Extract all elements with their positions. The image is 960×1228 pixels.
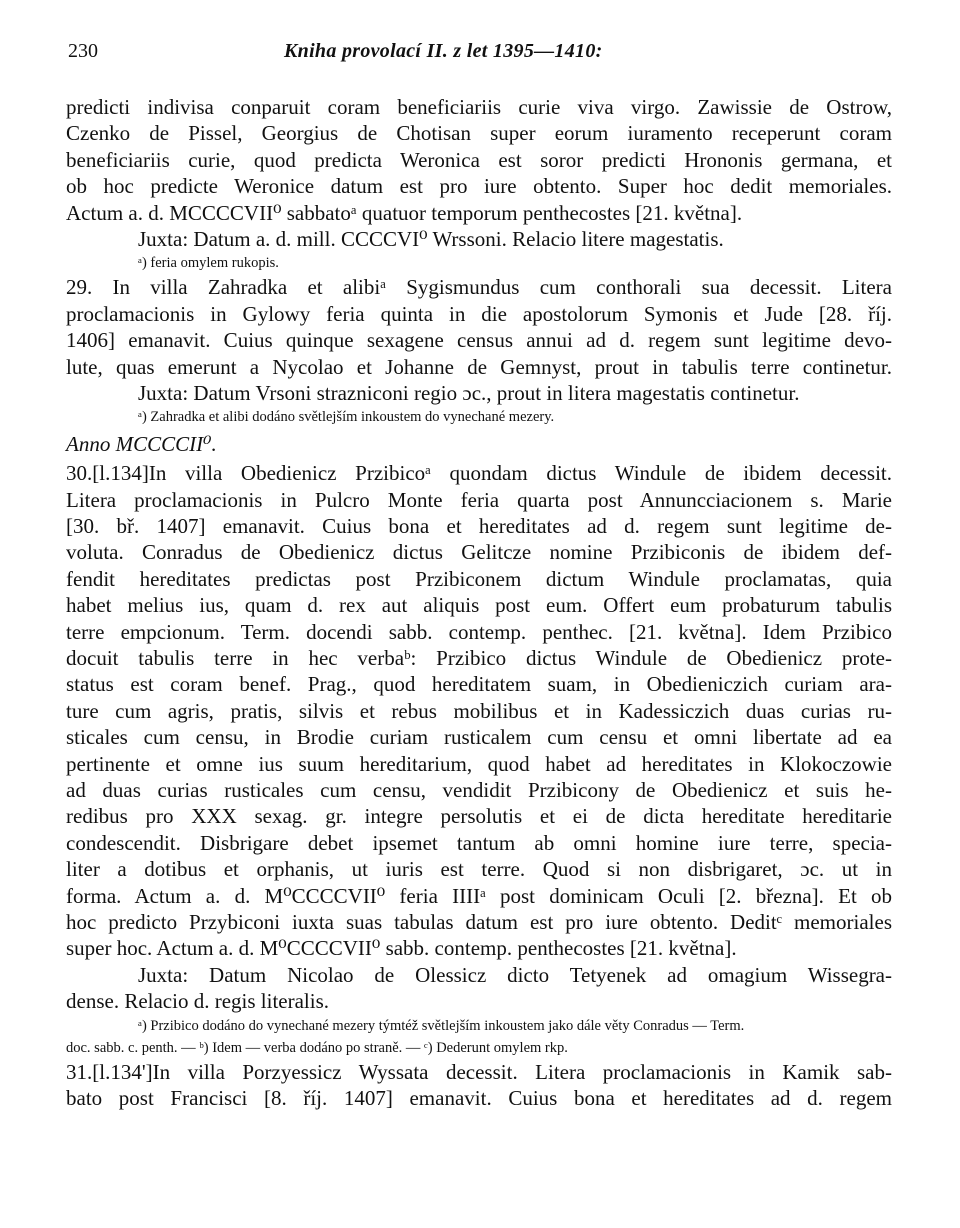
text-line: ture cum agris, pratis, silvis et rebus mobilibus et in Kadessiczich duas curias ru- — [66, 698, 892, 723]
footnote: doc. sabb. c. penth. — ᵇ) Idem — verba dodáno po straně. — ᶜ) Dederunt omylem rkp. — [66, 1039, 568, 1056]
text-line: Litera proclamacionis in Pulcro Monte feria quarta post Annuncciacionem s. Marie — [66, 487, 892, 512]
text-line: forma. Actum a. d. M⁰CCCCVII⁰ feria IIIIᵃ post dominicam Oculi [2. března]. Et ob — [66, 883, 892, 908]
text-line: hoc predicto Przybiconi iuxta suas tabulas datum est pro iure obtento. Deditᶜ memoriales — [66, 909, 892, 934]
text-line: status est coram benef. Prag., quod hereditatem suam, in Obedieniczich curiam ara- — [66, 672, 892, 697]
juxta-line: Juxta: Datum a. d. mill. CCCCVI⁰ Wrssoni. Relacio litere magestatis. — [138, 226, 724, 251]
entry-31-start: 31.[l.134']In villa Porzyessicz Wyssata decessit. Litera proclamacionis in Kamik sab- — [66, 1059, 892, 1084]
text-line: beneficiariis curie, quod predicta Weronica est soror predicti Hrononis germana, et — [66, 147, 892, 172]
entry-30-start: 30.[l.134]In villa Obedienicz Przibicoᵃ quondam dictus Windule de ibidem decessit. — [66, 461, 892, 486]
document-body — [66, 94, 892, 1111]
footnote: ᵃ) feria omylem rukopis. — [138, 255, 279, 272]
juxta-line: Juxta: Datum Nicolao de Olessicz dicto Tetyenek ad omagium Wissegra- — [138, 962, 892, 987]
text-line: redibus pro XXX sexag. gr. integre persolutis et ei de dicta hereditate hereditarie — [66, 804, 892, 829]
text-line: fendit hereditates predictas post Przibiconem dictum Windule proclamatas, quia — [66, 566, 892, 591]
text-line: Czenko de Pissel, Georgius de Chotisan super eorum iuramento receperunt coram — [66, 121, 892, 146]
page-number: 230 — [68, 40, 98, 62]
text-line: dense. Relacio d. regis literalis. — [66, 989, 330, 1014]
text-line: liter a dotibus et orphanis, ut iuris est terre. Quod si non disbrigaret, ɔc. ut in — [66, 857, 892, 882]
text-line: terre empcionum. Term. docendi sabb. contemp. penthec. [21. května]. Idem Przibico — [66, 619, 892, 644]
text-line: bato post Francisci [8. říj. 1407] emanavit. Cuius bona et hereditates ad d. regem — [66, 1085, 892, 1110]
text-line: condescendit. Disbrigare debet ipsemet tantum ab omni homine iure terre, specia- — [66, 830, 892, 855]
footnote: ᵃ) Zahradka et alibi dodáno světlejším inkoustem do vynechané mezery. — [138, 409, 555, 426]
text-line: habet melius ius, quam d. rex aut aliquis post eum. Offert eum probaturum tabulis — [66, 593, 892, 618]
text-line: ob hoc predicte Weronice datum est pro iure obtento. Super hoc dedit memoriales. — [66, 174, 892, 199]
text-line: [30. bř. 1407] emanavit. Cuius bona et hereditates ad d. regem sunt legitime de- — [66, 514, 892, 539]
text-line: docuit tabulis terre in hec verbaᵇ: Przibico dictus Windule de Obedienicz prote- — [66, 646, 892, 671]
text-line: predicti indivisa conparuit coram beneficiariis curie viva virgo. Zawissie de Ostrow, — [66, 95, 892, 119]
page-header — [66, 40, 892, 70]
text-line: ad duas curias rusticales cum censu, vendidit Przibicony de Obedienicz et suis he- — [66, 777, 892, 802]
text-line: 1406] emanavit. Cuius quinque sexagene census annui ad d. regem sunt legitime devo- — [66, 328, 892, 353]
text-line: Actum a. d. MCCCCVII⁰ sabbatoᵃ quatuor temporum penthecostes [21. května]. — [66, 200, 743, 225]
juxta-line: Juxta: Datum Vrsoni strazniconi regio ɔc., prout in litera magestatis continetur. — [138, 380, 800, 405]
text-line: proclamacionis in Gylowy feria quinta in die apostolorum Symonis et Jude [28. říj. — [66, 301, 892, 326]
running-title: Kniha provolací II. z let 1395—1410: — [284, 40, 603, 62]
text-line: sticales cum censu, in Brodie curiam rusticalem cum censu et omni libertate ad ea — [66, 725, 892, 750]
year-heading: Anno MCCCCII⁰. — [66, 432, 217, 457]
entry-29-start: 29. In villa Zahradka et alibiᵃ Sygismundus cum conthorali sua decessit. Litera — [66, 275, 892, 300]
text-line: lute, quas emerunt a Nycolao et Johanne de Gemnyst, prout in tabulis terre continetur. — [66, 354, 892, 379]
text-line: super hoc. Actum a. d. M⁰CCCCVII⁰ sabb. contemp. penthecostes [21. května]. — [66, 936, 737, 961]
text-line: voluta. Conradus de Obedienicz dictus Gelitcze nomine Przibiconis de ibidem def- — [66, 540, 892, 565]
text-line: pertinente et omne ius suum hereditarium, quod habet ad hereditates in Klokoczowie — [66, 751, 892, 776]
footnote: ᵃ) Przibico dodáno do vynechané mezery týmtéž světlejším inkoustem jako dále věty Conradus — Term. — [138, 1017, 745, 1034]
